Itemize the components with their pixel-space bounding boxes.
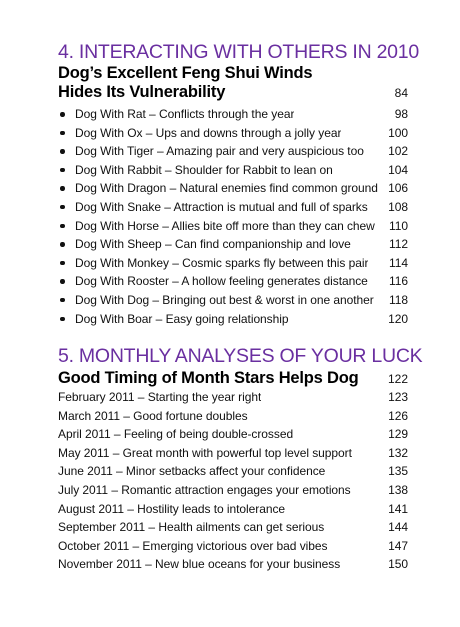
entry-text: Dog With Rabbit – Shoulder for Rabbit to lean on (75, 162, 333, 177)
bullet-icon (60, 112, 65, 117)
entry-text: March 2011 – Good fortune doubles (58, 408, 248, 423)
entry-text: July 2011 – Romantic attraction engages your emotions (58, 482, 351, 497)
entry-page-number: 110 (389, 218, 408, 233)
subhead-line-2-row (58, 83, 408, 102)
toc-entry[interactable] (58, 310, 408, 329)
entry-text: Dog With Sheep – Can find companionship and love (75, 237, 351, 252)
toc-entry[interactable] (58, 462, 408, 481)
entry-page-number: 102 (388, 144, 408, 159)
entry-text: Dog With Rat – Conflicts through the year (75, 107, 295, 121)
entry-text: Dog With Snake – Attraction is mutual and full of sparks (75, 199, 368, 214)
entry-page-number: 100 (388, 125, 408, 140)
entry-text: October 2011 – Emerging victorious over bad vibes (58, 538, 328, 553)
entry-text: Dog With Horse – Allies bite off more than they can chew (75, 218, 375, 233)
toc-entry[interactable] (58, 272, 408, 291)
toc-section-4 (58, 41, 419, 328)
toc-entry[interactable] (58, 142, 408, 161)
subhead-page-number: 122 (387, 372, 408, 386)
subhead-line-1: Dog’s Excellent Feng Shui Winds (58, 64, 313, 82)
toc-entry[interactable] (58, 481, 408, 500)
toc-entry[interactable] (58, 254, 408, 273)
bullet-icon (60, 149, 65, 154)
toc-entry[interactable] (58, 555, 408, 574)
entry-text: June 2011 – Minor setbacks affect your confidence (58, 464, 326, 479)
entry-page-number: 129 (388, 427, 408, 442)
section-title: 4. INTERACTING WITH OTHERS IN 2010 (58, 41, 419, 63)
toc-entry[interactable] (58, 425, 408, 444)
toc-entry[interactable] (58, 161, 408, 180)
entry-page-number: 104 (388, 162, 408, 177)
entry-text: Dog With Tiger – Amazing pair and very auspicious too (75, 144, 364, 159)
entry-page-number: 114 (389, 255, 408, 270)
entry-text: February 2011 – Starting the year right (58, 390, 262, 404)
entry-page-number: 138 (388, 482, 408, 497)
entry-text: Dog With Dog – Bringing out best & worst in one another (75, 292, 374, 307)
entry-text: Dog With Dragon – Natural enemies find common ground (75, 181, 378, 196)
entry-text: November 2011 – New blue oceans for your business (58, 557, 341, 572)
bullet-icon (60, 279, 65, 284)
entry-page-number: 135 (388, 464, 408, 479)
entry-page-number: 123 (388, 390, 408, 404)
entry-text: Dog With Ox – Ups and downs through a jolly year (75, 125, 342, 140)
bullet-icon (60, 224, 65, 229)
chapter-subhead (58, 64, 408, 102)
toc-entry[interactable] (58, 500, 408, 519)
toc-entry[interactable] (58, 388, 408, 407)
entry-page-number: 120 (388, 311, 408, 326)
entry-page-number: 106 (388, 181, 408, 196)
toc-entry[interactable] (58, 537, 408, 556)
bullet-icon (60, 168, 65, 173)
entry-text: September 2011 – Health ailments can get serious (58, 520, 325, 535)
entry-text: May 2011 – Great month with powerful top level support (58, 445, 352, 460)
toc-entry[interactable] (58, 124, 408, 143)
entry-page-number: 118 (389, 292, 408, 307)
toc-section-5 (58, 345, 423, 574)
entry-page-number: 144 (388, 520, 408, 535)
toc-entry[interactable] (58, 105, 408, 124)
section-title: 5. MONTHLY ANALYSES OF YOUR LUCK (58, 345, 423, 367)
toc-list (58, 388, 408, 574)
bullet-icon (60, 242, 65, 247)
toc-entry[interactable] (58, 217, 408, 236)
toc-entry[interactable] (58, 407, 408, 426)
entry-text: Dog With Boar – Easy going relationship (75, 311, 289, 326)
entry-page-number: 150 (388, 557, 408, 572)
toc-entry[interactable] (58, 179, 408, 198)
entry-text: April 2011 – Feeling of being double-crossed (58, 427, 294, 442)
bullet-icon (60, 298, 65, 303)
toc-entry[interactable] (58, 291, 408, 310)
entry-page-number: 147 (388, 538, 408, 553)
bullet-icon (60, 131, 65, 136)
entry-page-number: 116 (389, 274, 408, 289)
subhead-line-2: Hides Its Vulnerability (58, 83, 226, 101)
entry-text: Dog With Monkey – Cosmic sparks fly between this pair (75, 255, 369, 270)
entry-text: August 2011 – Hostility leads to intolerance (58, 501, 286, 516)
toc-list (58, 105, 408, 328)
bullet-icon (60, 317, 65, 322)
entry-page-number: 141 (388, 501, 408, 516)
chapter-subhead (58, 369, 408, 388)
toc-entry[interactable] (58, 198, 408, 217)
bullet-icon (60, 186, 65, 191)
entry-page-number: 132 (388, 445, 408, 460)
bullet-icon (60, 205, 65, 210)
toc-entry[interactable] (58, 518, 408, 537)
subhead-text: Good Timing of Month Stars Helps Dog (58, 369, 359, 387)
toc-entry[interactable] (58, 235, 408, 254)
subhead-page-number: 84 (394, 86, 408, 100)
toc-entry[interactable] (58, 444, 408, 463)
entry-text: Dog With Rooster – A hollow feeling generates distance (75, 274, 368, 289)
entry-page-number: 108 (388, 199, 408, 214)
entry-page-number: 126 (388, 408, 408, 423)
entry-page-number: 98 (394, 107, 408, 121)
entry-page-number: 112 (389, 237, 408, 252)
bullet-icon (60, 261, 65, 266)
